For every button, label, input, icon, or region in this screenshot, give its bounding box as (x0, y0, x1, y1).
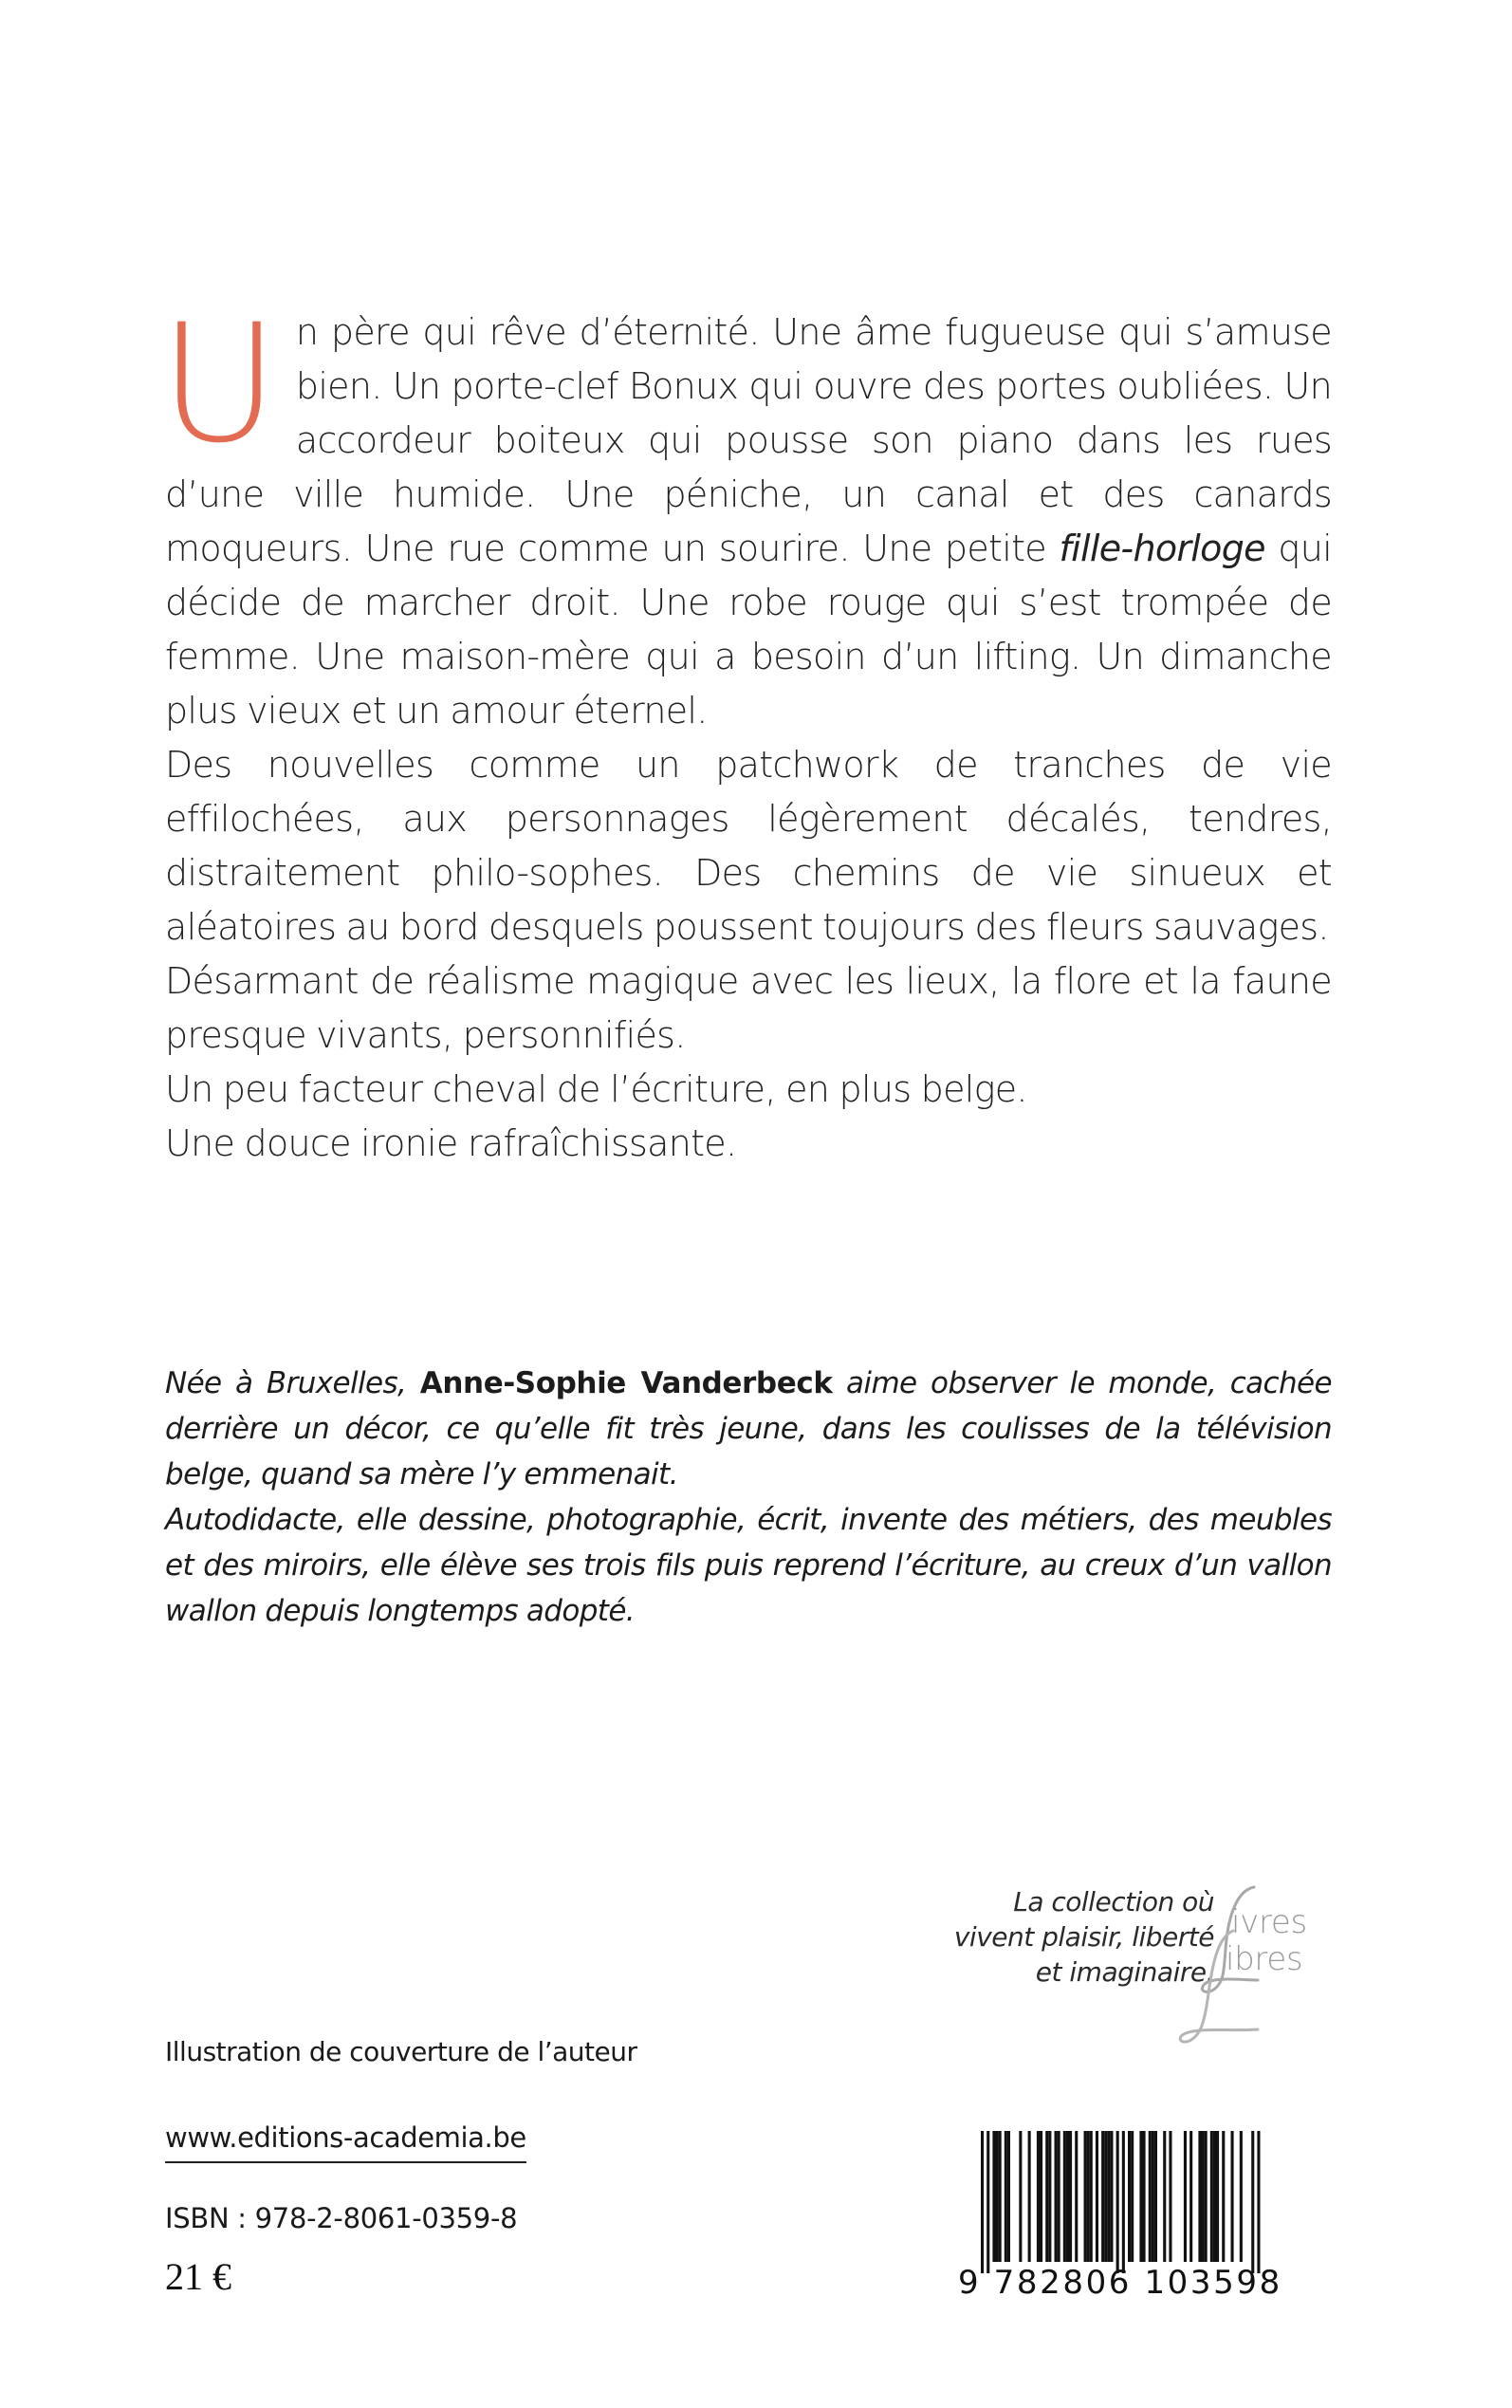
barcode-bar (1128, 2131, 1131, 2262)
barcode-bar (1066, 2131, 1069, 2262)
barcode-bar (1101, 2131, 1104, 2262)
barcode-bar (1087, 2131, 1090, 2262)
barcode-bar (1131, 2131, 1134, 2262)
barcode-bar (1205, 2131, 1208, 2262)
bio-intro: Née à Bruxelles, (165, 1366, 420, 1400)
barcode-bar (981, 2131, 984, 2273)
barcode-bar (1090, 2131, 1093, 2262)
barcode-bar (1040, 2131, 1042, 2262)
barcode-bar (1019, 2131, 1022, 2262)
book-blurb (159, 288, 1333, 1171)
barcode-bar (1169, 2131, 1171, 2262)
barcode-bar (1045, 2131, 1048, 2262)
author-bio (165, 1361, 1332, 1634)
barcode-bar (1084, 2131, 1087, 2262)
barcode-bar (1063, 2131, 1066, 2262)
tagline-line-2: vivent plaisir, liberté (953, 1921, 1214, 1953)
barcode-bar (1096, 2131, 1098, 2262)
barcode-bar (1198, 2131, 1201, 2262)
price-label: 21 € (165, 2255, 231, 2298)
barcode-bar (1202, 2131, 1205, 2262)
barcode-bar (1107, 2131, 1110, 2262)
barcode-bar (1251, 2131, 1254, 2273)
barcode-bar (1037, 2131, 1040, 2262)
barcode-bar (1222, 2131, 1225, 2262)
barcode-bar (1048, 2131, 1051, 2262)
barcode-bar (1139, 2131, 1142, 2262)
publisher-website-link[interactable]: www.editions-academia.be (165, 2121, 526, 2163)
logo-word-ibres: ibres (1226, 1940, 1303, 1978)
livres-libres-logo (1167, 1874, 1347, 2064)
barcode-bar (1055, 2131, 1058, 2262)
bio-paragraph-1-rest: aime observer le monde, cachée derrière un décor, ce qu’elle fit très jeune, dans les coulisses de la télévision belge, quand sa mère l’y emmenait. (165, 1366, 1332, 1491)
barcode-bar (1149, 2131, 1152, 2262)
bio-paragraph-1 (165, 1361, 1332, 1497)
isbn-number: ISBN : 978-2-8061-0359-8 (165, 2202, 518, 2234)
barcode-bar (992, 2131, 995, 2262)
barcode-bar (1257, 2131, 1260, 2273)
barcode-bar (1143, 2131, 1146, 2262)
blurb-paragraph-1-start: n père qui rêve d’éternité. Une âme fugueuse qui s’amuse bien. Un porte-clef Bonux qui ouvre des portes oubliées. Un accordeur boiteux qui pousse son piano dans les rues d’une ville humide. Une péniche, un canal et des canards moqueurs. Une rue comme un sourire. Une petite (165, 311, 1332, 569)
blurb-paragraph-5: Une douce ironie rafraîchissante. (165, 1122, 737, 1164)
illustration-credit: Illustration de couverture de l’auteur (165, 2036, 637, 2067)
barcode-bar (1210, 2131, 1213, 2262)
barcode-bar (986, 2131, 989, 2273)
barcode-bar (1216, 2131, 1219, 2262)
isbn-barcode (958, 2131, 1282, 2315)
barcode-bar (1058, 2131, 1060, 2262)
barcode-bar (1240, 2131, 1243, 2262)
drop-cap-letter: U (159, 288, 279, 479)
barcode-bar (1104, 2131, 1107, 2262)
barcode-bar (1007, 2131, 1010, 2262)
blurb-italic-term: fille-horloge (1059, 528, 1265, 569)
blurb-paragraph-3: Désarmant de réalisme magique avec les lieux, la flore et la faune presque vivants, personnifiés. (165, 960, 1332, 1056)
barcode-bar (999, 2131, 1002, 2262)
barcode-bar (1005, 2131, 1007, 2262)
barcode-bar (1028, 2131, 1031, 2262)
logo-word-ivres: ivres (1231, 1903, 1307, 1941)
barcode-bar (1213, 2131, 1216, 2262)
barcode-bar (996, 2131, 999, 2262)
barcode-bar (1152, 2131, 1154, 2262)
barcode-bar (1184, 2131, 1187, 2262)
barcode-bar (1075, 2131, 1078, 2262)
blurb-paragraph-1-end: qui décide de marcher droit. Une robe rouge qui s’est trompée de femme. Une maison-mère qui a besoin d’un lifting. Un dimanche plus vieux et un amour éternel. (165, 528, 1333, 732)
barcode-bar (1189, 2131, 1192, 2262)
author-name: Anne-Sophie Vanderbeck (419, 1366, 833, 1400)
blurb-paragraph-1 (165, 306, 1332, 738)
blurb-paragraph-2: Des nouvelles comme un patchwork de tranches de vie effilochées, aux personnages légèrement décalés, tendres, distraitement philo-sophes. Des chemins de vie sinueux et aléatoires au bord desquels poussent toujours des fleurs sauvages. (165, 744, 1332, 948)
bio-paragraph-2: Autodidacte, elle dessine, photographie, écrit, invente des métiers, des meubles et des miroirs, elle élève ses trois fils puis reprend l’écriture, au creux d’un vallon wallon depuis longtemps adopté. (165, 1503, 1332, 1628)
barcode-digits: 9 782806 103598 (958, 2264, 1282, 2302)
barcode-bar (1122, 2131, 1125, 2273)
barcode-bar (1110, 2131, 1113, 2262)
tagline-line-3: et imaginaire. (1035, 1956, 1214, 1988)
barcode-bar (1163, 2131, 1166, 2262)
barcode-bar (1231, 2131, 1234, 2262)
blurb-paragraph-4: Un peu facteur cheval de l’écriture, en plus belge. (165, 1068, 1027, 1110)
barcode-bar (1069, 2131, 1072, 2262)
tagline-line-1: La collection où (1013, 1886, 1214, 1917)
barcode-bar (1116, 2131, 1119, 2273)
barcode-bar (1154, 2131, 1157, 2262)
